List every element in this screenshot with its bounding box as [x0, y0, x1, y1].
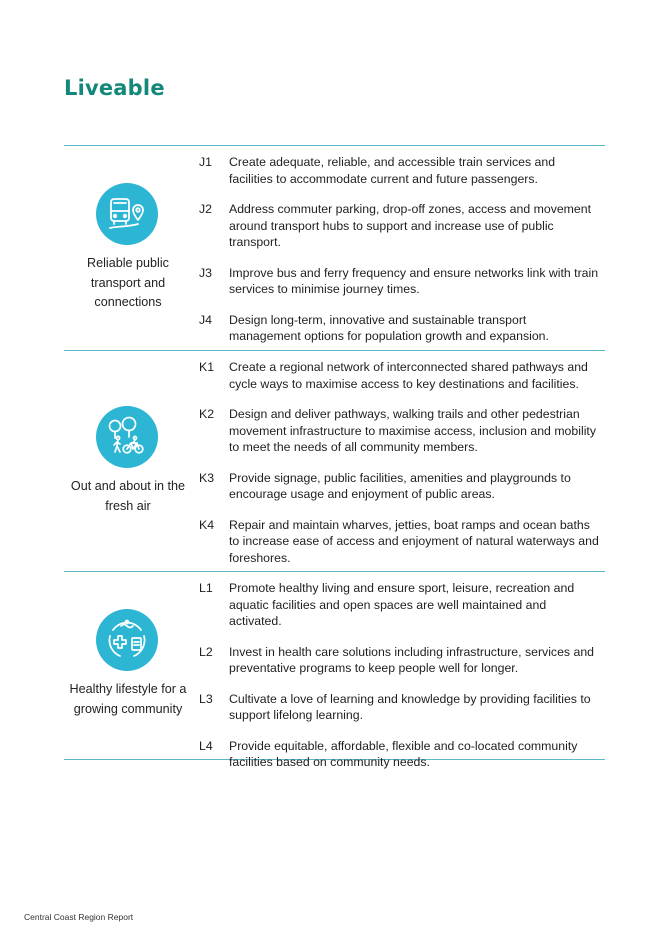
objective-item	[192, 691, 605, 724]
health-learning-cycle-icon	[96, 609, 158, 671]
section-heading	[64, 351, 192, 571]
objectives-list	[192, 146, 605, 350]
page-title: Liveable	[64, 76, 165, 100]
objective-code: K4	[199, 517, 215, 532]
objective-text: Design long-term, innovative and sustainable transport management options for population growth and expansion.	[229, 312, 549, 343]
objective-text: Provide equitable, affordable, flexible and co-located community facilities based on community needs.	[229, 738, 578, 769]
section-label-line: connections	[94, 295, 162, 309]
objective-item	[192, 738, 605, 771]
objective-code: J2	[199, 202, 212, 216]
objective-code: J4	[199, 312, 212, 327]
section-heading	[64, 572, 192, 759]
trees-walker-cyclist-icon	[96, 406, 158, 468]
objective-text: Repair and maintain wharves, jetties, boat ramps and ocean baths to increase ease of access and enjoyment of natural waterways and foreshores.	[229, 517, 599, 565]
section-heading	[64, 146, 192, 350]
objective-item	[192, 359, 605, 392]
objective-code: L4	[199, 738, 213, 753]
objective-code: L3	[199, 691, 213, 706]
objective-code: J3	[199, 265, 212, 280]
objectives-list	[192, 572, 605, 769]
section-healthy-lifestyle	[64, 572, 605, 769]
objective-code: K2	[199, 407, 215, 421]
objective-code: L2	[199, 644, 213, 659]
objective-item	[192, 312, 605, 345]
objective-text: Create adequate, reliable, and accessible train services and facilities to accommodate current and future passengers.	[229, 155, 556, 186]
section-label-line: Reliable public	[87, 256, 169, 270]
objective-text: Design and deliver pathways, walking trails and other pedestrian movement infrastructure to maximise access, inclusion and mobility to meet the needs of all community members.	[229, 407, 596, 454]
bus-location-icon	[96, 183, 158, 245]
objective-item	[192, 201, 605, 251]
objective-text: Provide signage, public facilities, amenities and playgrounds to encourage usage and enjoyment of public areas.	[229, 470, 571, 501]
section-label-line: fresh air	[105, 498, 151, 513]
objective-text: Promote healthy living and ensure sport, leisure, recreation and aquatic facilities and open spaces are well maintained and activated.	[229, 581, 575, 628]
objective-item	[192, 470, 605, 503]
objective-item	[192, 265, 605, 298]
objective-text: Invest in health care solutions including infrastructure, services and preventative programs to keep people well for longer.	[229, 644, 594, 675]
section-transport	[64, 146, 605, 351]
section-label-line: Out and about in the	[70, 479, 186, 493]
section-label-line: growing community	[73, 701, 183, 716]
objective-text: Address commuter parking, drop-off zones, access and movement around transport hubs to support and increase use of public transport.	[229, 202, 592, 249]
objective-item	[192, 580, 605, 630]
objective-code: K3	[199, 470, 215, 485]
section-fresh-air	[64, 351, 605, 572]
page-footer: Central Coast Region Report	[24, 912, 134, 922]
objective-code: K1	[199, 360, 215, 374]
objective-code: L1	[199, 581, 213, 595]
objective-item	[192, 154, 605, 187]
objectives-table	[64, 145, 605, 769]
objective-text: Create a regional network of interconnected shared pathways and cycle ways to maximise access to key destinations and facilities.	[229, 360, 588, 391]
objective-text: Cultivate a love of learning and knowledge by providing facilities to support lifelong learning.	[229, 691, 591, 722]
objective-item	[192, 517, 605, 567]
objective-code: J1	[199, 155, 212, 169]
section-label-line: Healthy lifestyle for a	[69, 682, 187, 696]
objective-item	[192, 644, 605, 677]
objective-text: Improve bus and ferry frequency and ensure networks link with train services to minimise journey times.	[229, 265, 599, 296]
objective-item	[192, 406, 605, 456]
objectives-list	[192, 351, 605, 571]
section-label-line: transport and	[90, 275, 166, 290]
